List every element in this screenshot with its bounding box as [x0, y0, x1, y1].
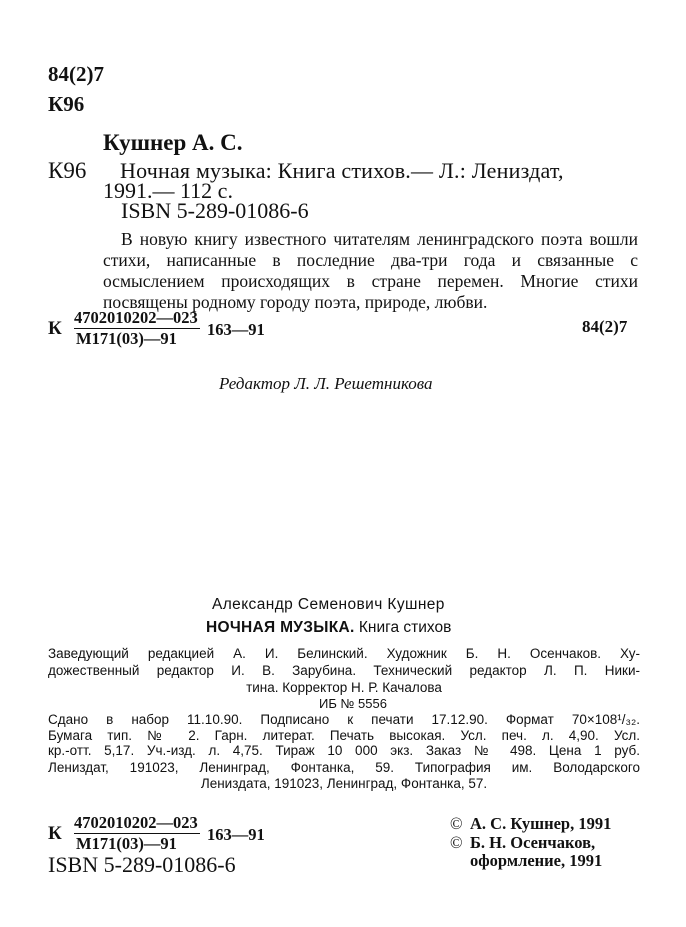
card-title-line-1: Ночная музыка: Книга стихов.— Л.: Лениздат, [120, 158, 564, 183]
copyright-block [450, 815, 611, 871]
print-data-line: кр.-отт. 5,17. Уч.-изд. л. 4,75. Тираж 10 000 экз. Заказ № 498. Цена 1 руб. [48, 743, 640, 758]
code-denominator: М171(03)—91 [76, 329, 177, 348]
card-isbn: ISBN 5-289-01086-6 [121, 198, 309, 223]
imprint-title [206, 619, 451, 637]
code-numerator: 4702010202—023 [74, 308, 198, 327]
copyright-line: оформление, 1991 [470, 851, 603, 870]
code-letter: К [48, 318, 62, 339]
staff-line: дожественный редактор И. В. Зарубина. Технический редактор Л. П. Ники- [48, 663, 640, 678]
print-data [48, 712, 640, 759]
imprint-title-caps: НОЧНАЯ МУЗЫКА. [206, 619, 355, 636]
copyright-line [450, 815, 611, 834]
editor-credit: Редактор Л. Л. Решетникова [219, 374, 433, 393]
copyright-line [450, 834, 611, 853]
code-numerator: 4702010202—023 [74, 813, 198, 832]
ib-number: ИБ № 5556 [319, 696, 387, 711]
publisher-info [48, 760, 640, 792]
staff-credits [48, 645, 640, 696]
code-suffix: 163—91 [207, 825, 265, 844]
imprint-title-sub: Книга стихов [358, 619, 452, 636]
code-denominator: М171(03)—91 [76, 834, 177, 853]
staff-line: Заведующий редакцией А. И. Белинский. Художник Б. Н. Осенчаков. Ху- [48, 646, 640, 661]
copyright-icon: © [450, 814, 463, 833]
bbk-index-top: 84(2)7 [48, 62, 104, 86]
publisher-line: Лениздата, 191023, Ленинград, Фонтанка, 57. [200, 776, 488, 791]
imprint-author-name: Александр Семенович Кушнер [212, 596, 445, 613]
copyright-holder: А. С. Кушнер, 1991 [470, 814, 612, 833]
publisher-line: Лениздат, 191023, Ленинград, Фонтанка, 59. Типография им. Володарского [48, 760, 640, 775]
bbk-index-right: 84(2)7 [582, 317, 628, 336]
isbn-bottom: ISBN 5-289-01086-6 [48, 852, 236, 877]
annotation-text: В новую книгу известного читателям ленинградского поэта вошли стихи, написанные в последние два-три года и связанные с осмыслением происходящих в стране перемен. Многие стихи посвящены родному городу поэта, природе, любви. [103, 229, 638, 312]
code-letter: К [48, 823, 62, 844]
copyright-icon: © [450, 832, 463, 852]
card-title-line-2: 1991.— 112 с. [103, 178, 233, 203]
card-author-mark: К96 [48, 158, 87, 183]
code-suffix: 163—91 [207, 320, 265, 339]
author-mark-top: К96 [48, 92, 85, 116]
bibliographic-code-top [48, 308, 308, 353]
staff-line: тина. Корректор Н. Р. Качалова [246, 680, 442, 695]
card-author-heading: Кушнер А. С. [103, 130, 243, 155]
copyright-holder: Б. Н. Осенчаков, [470, 832, 596, 852]
print-data-line: Бумага тип. № 2. Гарн. литерат. Печать высокая. Усл. печ. л. 4,90. Усл. [48, 727, 640, 743]
annotation [103, 229, 638, 313]
print-data-line: Сдано в набор 11.10.90. Подписано к печати 17.12.90. Формат 70×108¹/₃₂. [48, 712, 640, 727]
